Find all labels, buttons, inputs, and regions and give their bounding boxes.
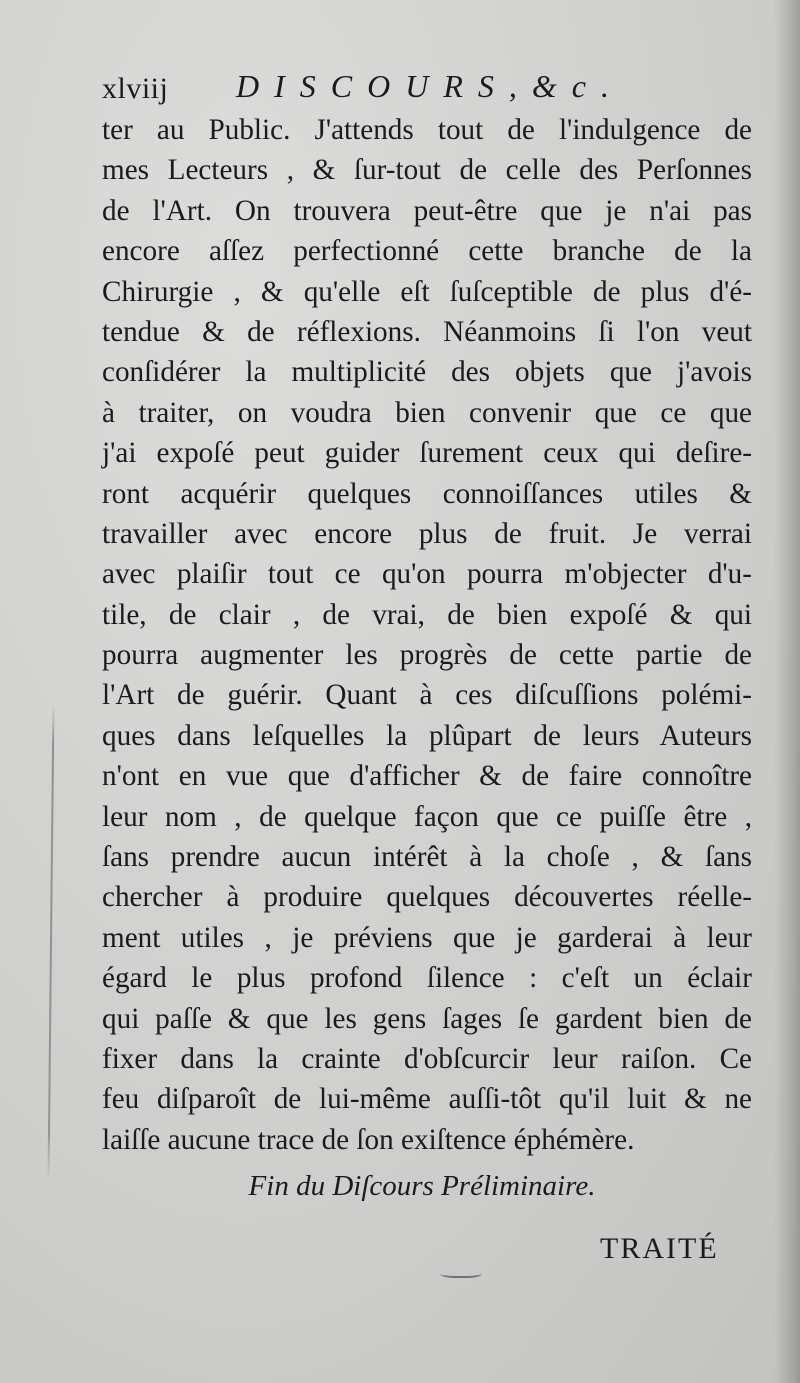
text-line: égard le plus profond ſilence : c'eſt un éclair — [102, 962, 752, 995]
text-line: encore aſſez perfectionné cette branche de la — [102, 235, 752, 268]
text-line: tendue & de réflexions. Néanmoins ſi l'on veut — [102, 315, 752, 348]
text-line: n'ont en vue que d'afficher & de faire connoître — [102, 760, 752, 793]
text-line: pourra augmenter les progrès de cette partie de — [102, 639, 752, 672]
text-line: leur nom , de quelque façon que ce puiſſe être , — [102, 800, 752, 833]
text-line: ſans prendre aucun intérêt à la choſe , & ſans — [102, 841, 752, 874]
page-header — [102, 68, 762, 112]
text-line: fixer dans la crainte d'obſcurcir leur raiſon. Ce — [102, 1042, 752, 1075]
text-line: tile, de clair , de vrai, de bien expoſé & qui — [102, 598, 752, 631]
text-line: laiſſe aucune trace de ſon exiſtence éphémère. — [102, 1123, 635, 1156]
text-line: Chirurgie , & qu'elle eſt ſuſceptible de plus d'é- — [102, 275, 752, 308]
running-title: DISCOURS,&c. — [236, 68, 624, 104]
page-number: xlviij — [102, 72, 169, 105]
catchword: TRAITÉ — [600, 1232, 719, 1265]
text-line: feu diſparoît de lui-même auſſi-tôt qu'il luit & ne — [102, 1083, 752, 1116]
text-line: mes Lecteurs , & ſur-tout de celle des Perſonnes — [102, 154, 752, 187]
text-line: avec plaiſir tout ce qu'on pourra m'objecter d'u- — [102, 558, 752, 591]
text-line: chercher à produire quelques découvertes réelle- — [102, 881, 752, 914]
closing-line — [0, 1170, 800, 1203]
text-line: conſidérer la multiplicité des objets que j'avois — [102, 356, 752, 389]
text-line: ques dans leſquelles la plûpart de leurs Auteurs — [102, 719, 752, 752]
text-line: qui paſſe & que les gens ſages ſe gardent bien de — [102, 1002, 752, 1035]
body-text — [102, 110, 752, 1160]
signature-mark — [440, 1268, 482, 1278]
text-line: de l'Art. On trouvera peut-être que je n'ai pas — [102, 194, 752, 227]
text-line: ment utiles , je préviens que je garderai à leur — [102, 921, 752, 954]
text-line: ront acquérir quelques connoiſſances utiles & — [102, 477, 752, 510]
text-line: à traiter, on voudra bien convenir que ce que — [102, 396, 752, 429]
pencil-margin-mark — [48, 705, 55, 1180]
text-line: l'Art de guérir. Quant à ces diſcuſſions polémi- — [102, 679, 752, 712]
closing-text: Fin du Diſcours Préliminaire. — [248, 1170, 596, 1202]
text-line: j'ai expoſé peut guider ſurement ceux qui deſire- — [102, 437, 752, 470]
text-line: travailler avec encore plus de fruit. Je verrai — [102, 517, 752, 550]
text-line: ter au Public. J'attends tout de l'indulgence de — [102, 114, 752, 146]
